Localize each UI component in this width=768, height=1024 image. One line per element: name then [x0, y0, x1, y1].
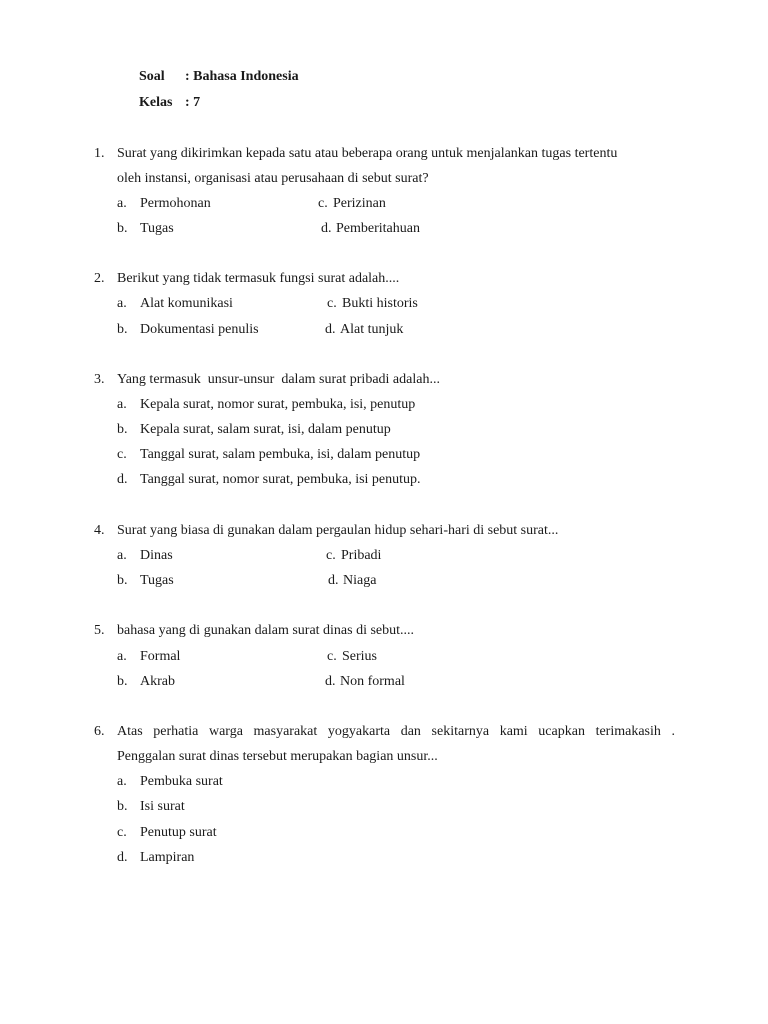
option-text: Tanggal surat, nomor surat, pembuka, isi penutup.	[140, 472, 421, 487]
option-letter: b.	[117, 221, 128, 236]
option-letter: a.	[117, 196, 127, 211]
question-text: oleh instansi, organisasi atau perusahaan di sebut surat?	[117, 171, 429, 186]
option-letter: d.	[325, 674, 336, 689]
option-text: Kepala surat, salam surat, isi, dalam penutup	[140, 422, 391, 437]
subject-label: Soal	[139, 69, 165, 84]
option-letter: d.	[117, 472, 128, 487]
option-text: Permohonan	[140, 196, 211, 211]
question-number: 1.	[94, 146, 105, 161]
option-text: Penutup surat	[140, 825, 217, 840]
option-letter: d.	[325, 322, 336, 337]
question-text: Surat yang dikirimkan kepada satu atau beberapa orang untuk menjalankan tugas tertentu	[117, 146, 618, 161]
option-letter: d.	[321, 221, 332, 236]
option-letter: b.	[117, 422, 128, 437]
class-value: : 7	[185, 95, 201, 110]
option-letter: b.	[117, 674, 128, 689]
option-text: Isi surat	[140, 799, 185, 814]
question-number: 3.	[94, 372, 105, 387]
question-number: 5.	[94, 623, 105, 638]
option-text: Pembuka surat	[140, 774, 223, 789]
option-letter: c.	[327, 649, 337, 664]
option-letter: c.	[318, 196, 328, 211]
option-letter: c.	[327, 296, 337, 311]
question-text: Yang termasuk unsur-unsur dalam surat pribadi adalah...	[117, 372, 440, 387]
option-text: Alat komunikasi	[140, 296, 233, 311]
option-text: Perizinan	[333, 196, 386, 211]
option-text: Non formal	[340, 674, 405, 689]
option-text: Tugas	[140, 573, 174, 588]
question-text: Surat yang biasa di gunakan dalam pergaulan hidup sehari-hari di sebut surat...	[117, 523, 559, 538]
question-text: Atas perhatia warga masyarakat yogyakarta dan sekitarnya kami ucapkan terimakasih .	[117, 724, 675, 739]
option-letter: c.	[117, 825, 127, 840]
option-text: Dinas	[140, 548, 173, 563]
option-letter: d.	[328, 573, 339, 588]
option-text: Niaga	[343, 573, 377, 588]
option-text: Formal	[140, 649, 181, 664]
question-number: 4.	[94, 523, 105, 538]
subject-value: : Bahasa Indonesia	[185, 69, 299, 84]
option-text: Kepala surat, nomor surat, pembuka, isi, penutup	[140, 397, 416, 412]
option-text: Tugas	[140, 221, 174, 236]
option-letter: a.	[117, 397, 127, 412]
option-text: Serius	[342, 649, 377, 664]
option-letter: d.	[117, 850, 128, 865]
option-text: Alat tunjuk	[340, 322, 404, 337]
question-number: 2.	[94, 271, 105, 286]
option-text: Akrab	[140, 674, 175, 689]
option-text: Pemberitahuan	[336, 221, 420, 236]
option-letter: c.	[326, 548, 336, 563]
option-text: Lampiran	[140, 850, 195, 865]
option-letter: b.	[117, 322, 128, 337]
option-letter: b.	[117, 573, 128, 588]
option-text: Tanggal surat, salam pembuka, isi, dalam penutup	[140, 447, 421, 462]
option-text: Dokumentasi penulis	[140, 322, 259, 337]
option-text: Bukti historis	[342, 296, 418, 311]
question-text: bahasa yang di gunakan dalam surat dinas di sebut....	[117, 623, 415, 638]
option-letter: a.	[117, 296, 127, 311]
class-label: Kelas	[139, 95, 173, 110]
option-letter: a.	[117, 548, 127, 563]
option-text: Pribadi	[341, 548, 382, 563]
option-letter: a.	[117, 649, 127, 664]
question-number: 6.	[94, 724, 105, 739]
option-letter: a.	[117, 774, 127, 789]
question-text: Penggalan surat dinas tersebut merupakan bagian unsur...	[117, 749, 438, 764]
question-text: Berikut yang tidak termasuk fungsi surat adalah....	[117, 271, 400, 286]
option-letter: b.	[117, 799, 128, 814]
option-letter: c.	[117, 447, 127, 462]
